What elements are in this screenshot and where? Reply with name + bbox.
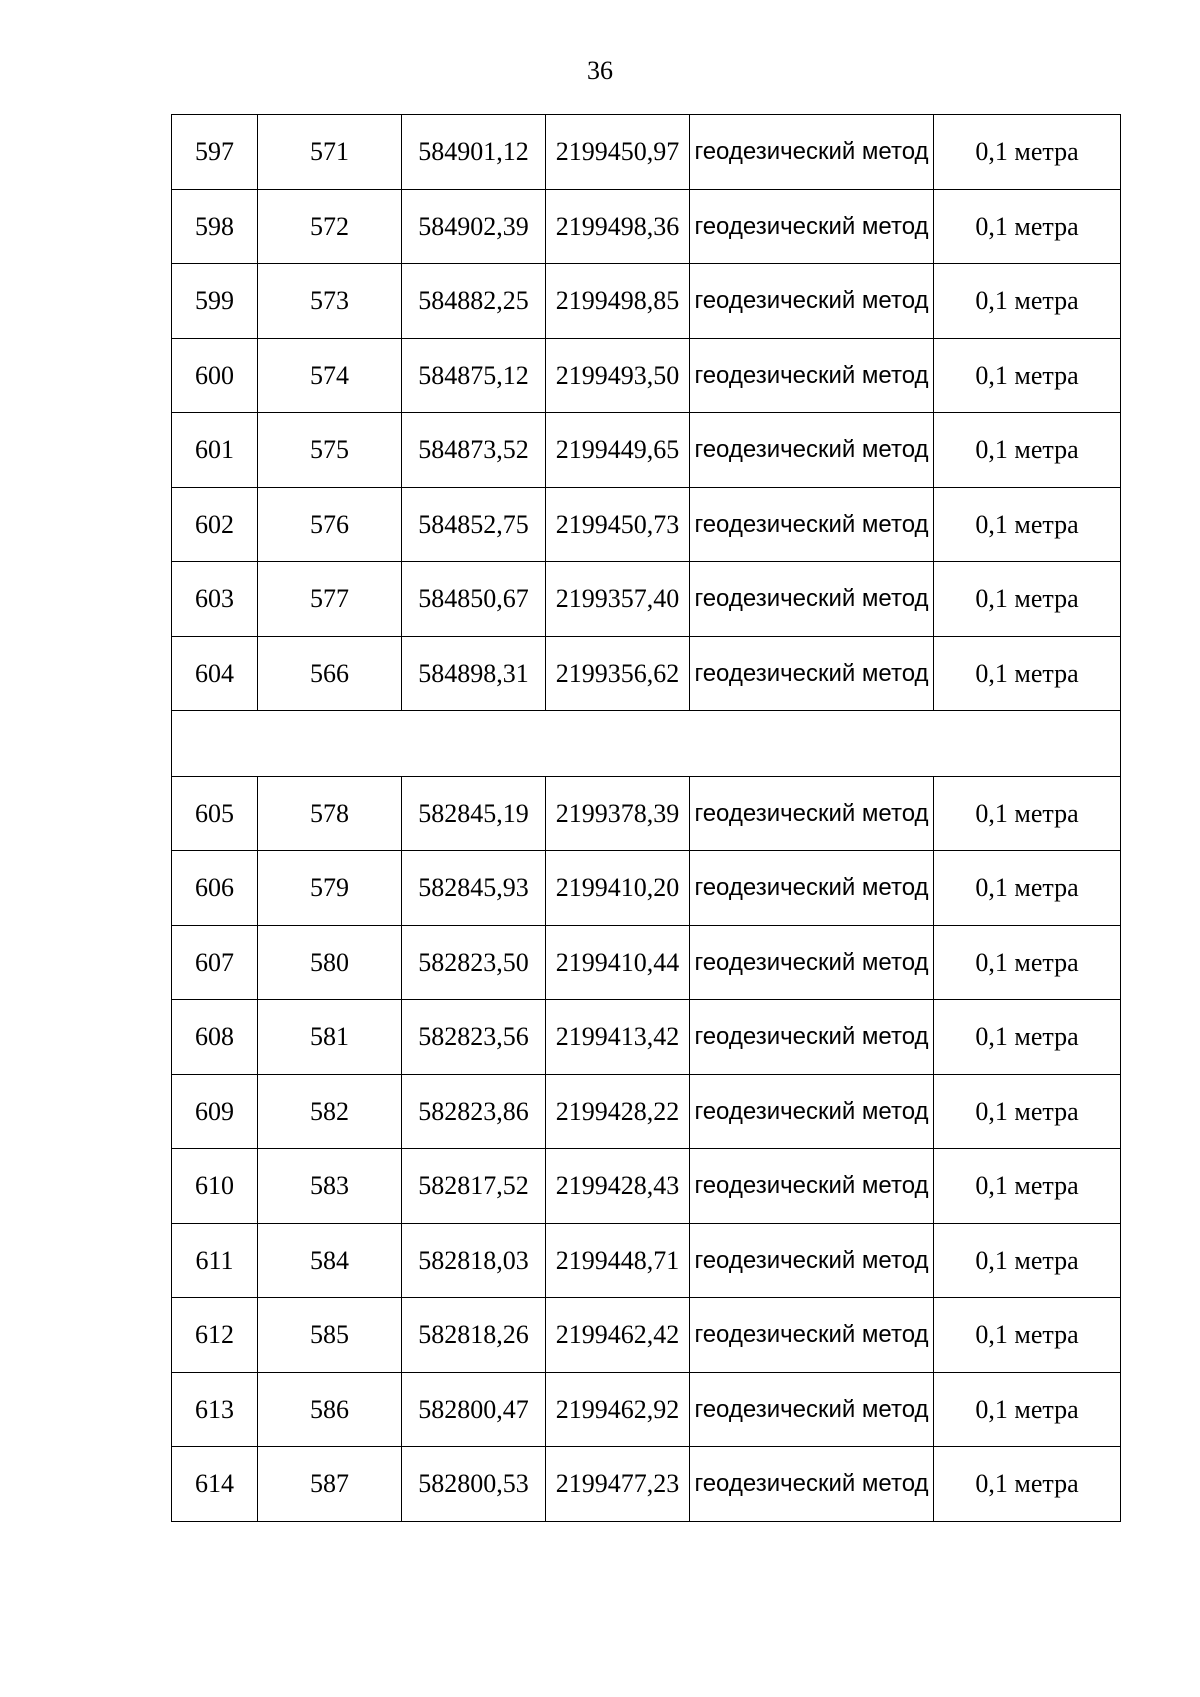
- accuracy-cell: 0,1 метра: [934, 115, 1121, 190]
- accuracy-cell: 0,1 метра: [934, 562, 1121, 637]
- coordinate-y-cell: 2199428,22: [546, 1074, 690, 1149]
- table-row: [172, 776, 1121, 851]
- coordinate-y-cell: 2199410,20: [546, 851, 690, 926]
- method-cell: геодезический метод: [690, 1149, 934, 1224]
- point-number-cell: 580: [258, 925, 402, 1000]
- point-number-cell: 585: [258, 1298, 402, 1373]
- row-number-cell: 613: [172, 1372, 258, 1447]
- point-number-cell: 577: [258, 562, 402, 637]
- table-row: [172, 562, 1121, 637]
- method-cell: геодезический метод: [690, 1000, 934, 1075]
- coordinate-y-cell: 2199413,42: [546, 1000, 690, 1075]
- coordinate-x-cell: 582800,53: [402, 1447, 546, 1522]
- coordinate-x-cell: 582818,03: [402, 1223, 546, 1298]
- coordinate-y-cell: 2199462,42: [546, 1298, 690, 1373]
- accuracy-cell: 0,1 метра: [934, 1223, 1121, 1298]
- accuracy-cell: 0,1 метра: [934, 636, 1121, 711]
- method-cell: геодезический метод: [690, 851, 934, 926]
- method-cell: геодезический метод: [690, 338, 934, 413]
- point-number-cell: 573: [258, 264, 402, 339]
- point-number-cell: 571: [258, 115, 402, 190]
- coordinates-table: [171, 114, 1121, 1522]
- coordinate-x-cell: 582818,26: [402, 1298, 546, 1373]
- point-number-cell: 574: [258, 338, 402, 413]
- table-row: [172, 1372, 1121, 1447]
- point-number-cell: 575: [258, 413, 402, 488]
- method-cell: геодезический метод: [690, 115, 934, 190]
- table-row: [172, 413, 1121, 488]
- row-number-cell: 611: [172, 1223, 258, 1298]
- method-cell: геодезический метод: [690, 776, 934, 851]
- section-separator-row: [172, 711, 1121, 777]
- method-cell: геодезический метод: [690, 189, 934, 264]
- table-row: [172, 1298, 1121, 1373]
- method-cell: геодезический метод: [690, 264, 934, 339]
- row-number-cell: 598: [172, 189, 258, 264]
- coordinate-y-cell: 2199448,71: [546, 1223, 690, 1298]
- method-cell: геодезический метод: [690, 925, 934, 1000]
- row-number-cell: 597: [172, 115, 258, 190]
- method-cell: геодезический метод: [690, 1074, 934, 1149]
- accuracy-cell: 0,1 метра: [934, 264, 1121, 339]
- accuracy-cell: 0,1 метра: [934, 1000, 1121, 1075]
- coordinate-x-cell: 582817,52: [402, 1149, 546, 1224]
- table-row: [172, 1000, 1121, 1075]
- table-row: [172, 636, 1121, 711]
- method-cell: геодезический метод: [690, 1223, 934, 1298]
- point-number-cell: 581: [258, 1000, 402, 1075]
- coordinate-y-cell: 2199356,62: [546, 636, 690, 711]
- accuracy-cell: 0,1 метра: [934, 925, 1121, 1000]
- method-cell: геодезический метод: [690, 1298, 934, 1373]
- method-cell: геодезический метод: [690, 487, 934, 562]
- coordinate-y-cell: 2199450,73: [546, 487, 690, 562]
- accuracy-cell: 0,1 метра: [934, 189, 1121, 264]
- row-number-cell: 599: [172, 264, 258, 339]
- table-row: [172, 851, 1121, 926]
- table-row: [172, 487, 1121, 562]
- method-cell: геодезический метод: [690, 1447, 934, 1522]
- table-row: [172, 1074, 1121, 1149]
- section-separator-cell: [172, 711, 1121, 777]
- table-row: [172, 925, 1121, 1000]
- coordinate-y-cell: 2199498,36: [546, 189, 690, 264]
- table-row: [172, 338, 1121, 413]
- accuracy-cell: 0,1 метра: [934, 851, 1121, 926]
- table-row: [172, 1223, 1121, 1298]
- point-number-cell: 582: [258, 1074, 402, 1149]
- point-number-cell: 578: [258, 776, 402, 851]
- coordinate-y-cell: 2199493,50: [546, 338, 690, 413]
- accuracy-cell: 0,1 метра: [934, 1372, 1121, 1447]
- table-row: [172, 1149, 1121, 1224]
- coordinate-y-cell: 2199498,85: [546, 264, 690, 339]
- coordinate-y-cell: 2199449,65: [546, 413, 690, 488]
- row-number-cell: 600: [172, 338, 258, 413]
- row-number-cell: 603: [172, 562, 258, 637]
- point-number-cell: 587: [258, 1447, 402, 1522]
- page-number: 36: [587, 56, 613, 85]
- coordinate-x-cell: 584901,12: [402, 115, 546, 190]
- row-number-cell: 605: [172, 776, 258, 851]
- row-number-cell: 609: [172, 1074, 258, 1149]
- point-number-cell: 566: [258, 636, 402, 711]
- coordinate-x-cell: 584902,39: [402, 189, 546, 264]
- table-row: [172, 189, 1121, 264]
- coordinate-x-cell: 584852,75: [402, 487, 546, 562]
- row-number-cell: 607: [172, 925, 258, 1000]
- point-number-cell: 572: [258, 189, 402, 264]
- accuracy-cell: 0,1 метра: [934, 1298, 1121, 1373]
- coordinate-y-cell: 2199378,39: [546, 776, 690, 851]
- method-cell: геодезический метод: [690, 413, 934, 488]
- accuracy-cell: 0,1 метра: [934, 1074, 1121, 1149]
- accuracy-cell: 0,1 метра: [934, 413, 1121, 488]
- coordinate-x-cell: 582823,56: [402, 1000, 546, 1075]
- table-row: [172, 264, 1121, 339]
- coordinate-x-cell: 584898,31: [402, 636, 546, 711]
- coordinate-y-cell: 2199357,40: [546, 562, 690, 637]
- table-row: [172, 115, 1121, 190]
- coordinate-x-cell: 584850,67: [402, 562, 546, 637]
- row-number-cell: 606: [172, 851, 258, 926]
- point-number-cell: 584: [258, 1223, 402, 1298]
- coordinates-table-body: [172, 115, 1121, 1522]
- method-cell: геодезический метод: [690, 562, 934, 637]
- accuracy-cell: 0,1 метра: [934, 338, 1121, 413]
- point-number-cell: 579: [258, 851, 402, 926]
- accuracy-cell: 0,1 метра: [934, 776, 1121, 851]
- row-number-cell: 604: [172, 636, 258, 711]
- coordinate-x-cell: 584873,52: [402, 413, 546, 488]
- row-number-cell: 602: [172, 487, 258, 562]
- method-cell: геодезический метод: [690, 1372, 934, 1447]
- coordinate-y-cell: 2199450,97: [546, 115, 690, 190]
- row-number-cell: 612: [172, 1298, 258, 1373]
- row-number-cell: 614: [172, 1447, 258, 1522]
- table-row: [172, 1447, 1121, 1522]
- point-number-cell: 586: [258, 1372, 402, 1447]
- method-cell: геодезический метод: [690, 636, 934, 711]
- row-number-cell: 601: [172, 413, 258, 488]
- coordinate-x-cell: 582823,86: [402, 1074, 546, 1149]
- coordinate-x-cell: 582823,50: [402, 925, 546, 1000]
- point-number-cell: 583: [258, 1149, 402, 1224]
- accuracy-cell: 0,1 метра: [934, 1447, 1121, 1522]
- coordinate-y-cell: 2199477,23: [546, 1447, 690, 1522]
- coordinate-x-cell: 582845,93: [402, 851, 546, 926]
- coordinate-x-cell: 584882,25: [402, 264, 546, 339]
- point-number-cell: 576: [258, 487, 402, 562]
- coordinate-x-cell: 584875,12: [402, 338, 546, 413]
- row-number-cell: 610: [172, 1149, 258, 1224]
- coordinate-y-cell: 2199410,44: [546, 925, 690, 1000]
- coordinate-x-cell: 582845,19: [402, 776, 546, 851]
- accuracy-cell: 0,1 метра: [934, 487, 1121, 562]
- row-number-cell: 608: [172, 1000, 258, 1075]
- accuracy-cell: 0,1 метра: [934, 1149, 1121, 1224]
- coordinate-y-cell: 2199428,43: [546, 1149, 690, 1224]
- coordinate-y-cell: 2199462,92: [546, 1372, 690, 1447]
- coordinate-x-cell: 582800,47: [402, 1372, 546, 1447]
